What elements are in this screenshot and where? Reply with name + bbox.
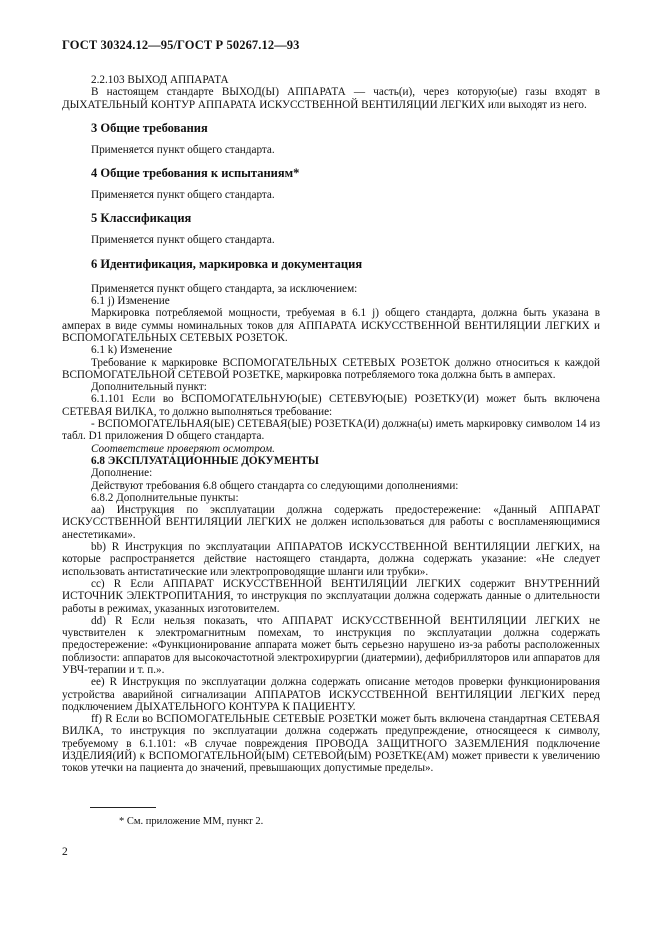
compliance-check: Соответствие проверяют осмотром. (91, 442, 275, 455)
item-dd: dd) R Если нельзя показать, что АППАРАТ ИСКУССТВЕННОЙ ВЕНТИЛЯЦИИ ЛЕГКИХ не чувствителен к электромагнитным помехам, то инструкция по эксплуатации должна содержать предостережение: «Функционирование аппарата может быть серьезно нарушено из-за работы расположенных поблизости: аппаратов для высокочастотной электрохирургии (диатермии), дефибрилляторов или аппаратов для УВЧ-терапии и т. п.». (62, 614, 600, 676)
addition-label: Дополнение: (91, 467, 153, 480)
section-6-intro: Применяется пункт общего стандарта, за исключением: (91, 282, 358, 295)
clause-6-1-101-item: - ВСПОМОГАТЕЛЬНАЯ(ЫЕ) СЕТЕВАЯ(ЫЕ) РОЗЕТКА(И) должна(ы) иметь маркировку символом 14 из табл. D1 приложения D общего стандарта. (62, 418, 600, 443)
clause-2-2-103-text: В настоящем стандарте ВЫХОД(Ы) АППАРАТА — часть(и), через которую(ые) газы входят в ДЫХАТЕЛЬНЫЙ КОНТУР АППАРАТА ИСКУССТВЕННОЙ ВЕНТИЛЯЦИИ ЛЕГКИХ или выходят из него. (62, 86, 600, 111)
footnote: * См. приложение ММ, пункт 2. (119, 816, 264, 827)
footnote-divider (90, 807, 156, 808)
section-5-heading: 5 Классификация (91, 211, 192, 226)
clause-6-1-j-title: 6.1 j) Изменение (91, 295, 170, 308)
page-number: 2 (62, 846, 68, 858)
section-3-text: Применяется пункт общего стандарта. (91, 143, 275, 156)
clause-6-1-101: 6.1.101 Если во ВСПОМОГАТЕЛЬНУЮ(ЫЕ) СЕТЕВУЮ(ЫЕ) РОЗЕТКУ(И) может быть включена СЕТЕВАЯ ВИЛКА, то должно выполняться требование: (62, 393, 600, 418)
item-aa: аа) Инструкция по эксплуатации должна содержать предостережение: «Данный АППАРАТ ИСКУССТВЕННОЙ ВЕНТИЛЯЦИИ ЛЕГКИХ не должен использоваться для работы с воспламеняющимися анестетиками». (62, 504, 600, 541)
item-ee: ee) R Инструкция по эксплуатации должна содержать описание методов проверки функционирования устройства аварийной сигнализации АППАРАТОВ ИСКУССТВЕННОЙ ВЕНТИЛЯЦИИ ЛЕГКИХ перед подключением ДЫХАТЕЛЬНОГО КОНТУРА К ПАЦИЕНТУ. (62, 676, 600, 713)
clause-6-8-2: 6.8.2 Дополнительные пункты: (91, 491, 239, 504)
section-6-heading: 6 Идентификация, маркировка и документация (91, 256, 363, 271)
item-bb: bb) R Инструкция по эксплуатации АППАРАТОВ ИСКУССТВЕННОЙ ВЕНТИЛЯЦИИ ЛЕГКИХ, на которые распространяется действие настоящего стандарта, должна содержать указание: «Не следует использовать антистатические или электропроводящие шланги или трубки». (62, 541, 600, 578)
clause-2-2-103-title: 2.2.103 ВЫХОД АППАРАТА (91, 74, 229, 86)
page-body (62, 74, 600, 775)
requirements-text: Действуют требования 6.8 общего стандарта со следующими дополнениями: (91, 479, 459, 492)
section-6-8-heading: 6.8 ЭКСПЛУАТАЦИОННЫЕ ДОКУМЕНТЫ (91, 454, 319, 467)
item-ff: ff) R Если во ВСПОМОГАТЕЛЬНЫЕ СЕТЕВЫЕ РОЗЕТКИ может быть включена стандартная СЕТЕВАЯ ВИЛКА, то инструкция по эксплуатации должна содержать предупреждение, относящееся к символу, требуемому в 6.1.101: «В случае повреждения ПРОВОДА ЗАЩИТНОГО ЗАЗЕМЛЕНИЯ подключение ИЗДЕЛИЯ(ИЙ) к ВСПОМОГАТЕЛЬНОЙ(ЫМ) СЕТЕВОЙ(ЫМ) РОЗЕТКЕ(АМ) может привести к увеличению токов утечки на пациента до значений, превышающих допустимые пределы». (62, 713, 600, 775)
section-4-text: Применяется пункт общего стандарта. (91, 189, 275, 202)
additional-clause-label: Дополнительный пункт: (91, 381, 207, 394)
section-4-heading: 4 Общие требования к испытаниям* (91, 166, 300, 181)
running-header: ГОСТ 30324.12—95/ГОСТ Р 50267.12—93 (62, 38, 300, 52)
section-5-text: Применяется пункт общего стандарта. (91, 234, 275, 247)
clause-6-1-k-text: Требование к маркировке ВСПОМОГАТЕЛЬНЫХ СЕТЕВЫХ РОЗЕТОК должно относиться к каждой ВСПОМОГАТЕЛЬНОЙ СЕТЕВОЙ РОЗЕТКЕ, маркировка потребляемого тока должна быть в амперах. (62, 356, 600, 381)
clause-6-1-k-title: 6.1 k) Изменение (91, 344, 173, 357)
section-3-heading: 3 Общие требования (91, 120, 208, 135)
item-cc: cc) R Если АППАРАТ ИСКУССТВЕННОЙ ВЕНТИЛЯЦИИ ЛЕГКИХ содержит ВНУТРЕННИЙ ИСТОЧНИК ЭЛЕКТРОПИТАНИЯ, то инструкция по эксплуатации должна содержать данные о длительности работы в режимах, указанных изготовителем. (62, 577, 600, 615)
clause-6-1-j-text: Маркировка потребляемой мощности, требуемая в 6.1 j) общего стандарта, должна быть указана в амперах в виде суммы номинальных токов для АППАРАТА ИСКУССТВЕННОЙ ВЕНТИЛЯЦИИ ЛЕГКИХ и ВСПОМОГАТЕЛЬНЫХ СЕТЕВЫХ РОЗЕТОК. (62, 307, 600, 344)
